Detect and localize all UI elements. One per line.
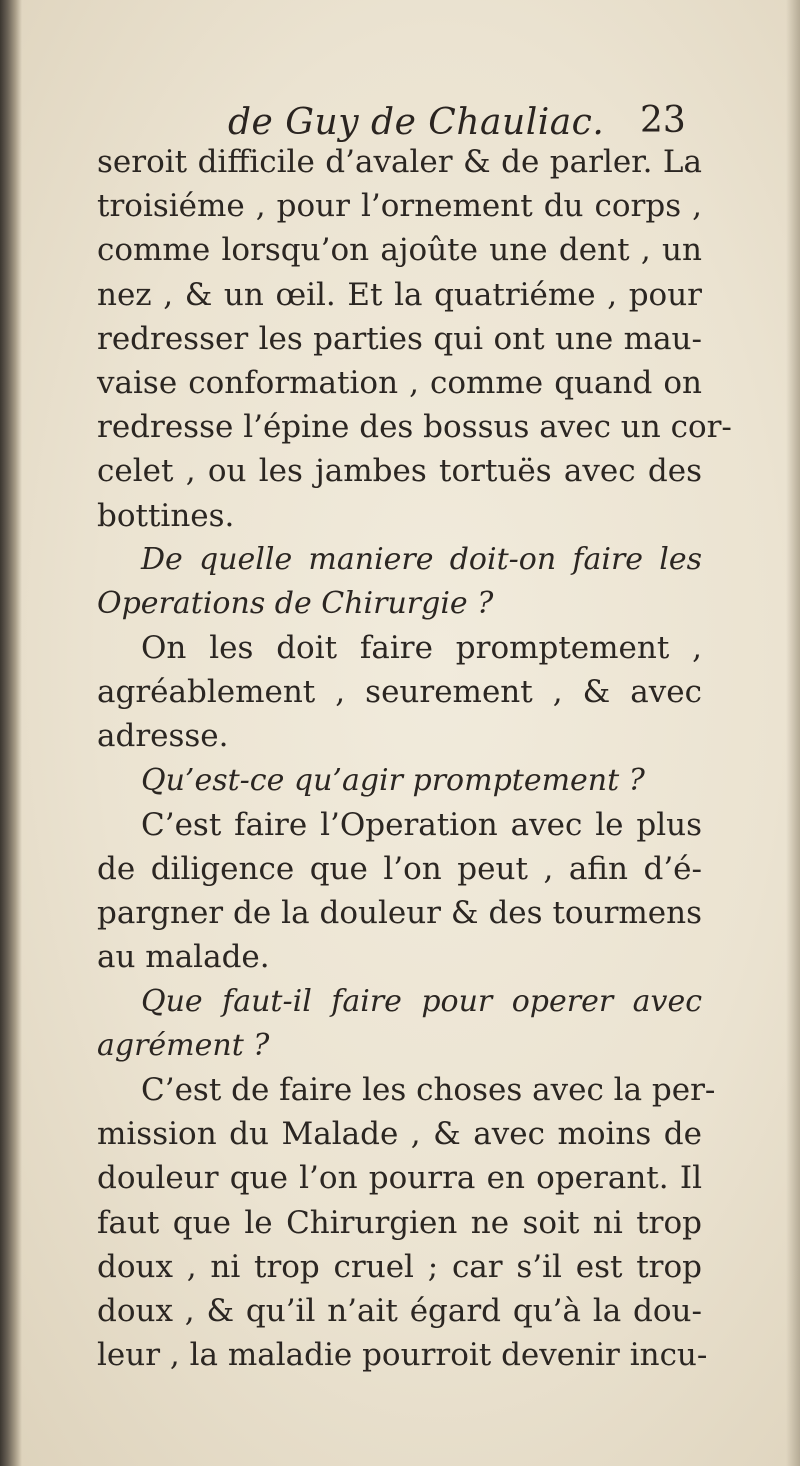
text-line: douleur que l’on pourra en operant. Il xyxy=(97,1160,702,1197)
text-line: de diligence que l’on peut , afin d’é- xyxy=(97,851,702,887)
text-line: faut que le Chirurgien ne soit ni trop xyxy=(97,1204,702,1241)
text-line: leur , la maladie pourroit devenir incu- xyxy=(97,1337,708,1374)
body-text xyxy=(97,140,732,1377)
running-title: de Guy de Chauliac. xyxy=(228,102,605,143)
text-line: vaise conformation , comme quand on xyxy=(97,364,702,401)
text-line: celet , ou les jambes tortuës avec des xyxy=(97,453,702,490)
question-heading: agrément ? xyxy=(97,1027,270,1063)
question-heading: Que faut-il faire pour operer avec xyxy=(141,983,702,1019)
text-line: pargner de la douleur & des tourmens xyxy=(97,895,702,932)
text-line: redresser les parties qui ont une mau- xyxy=(97,320,702,357)
text-line: C’est faire l’Operation avec le plus xyxy=(141,806,702,843)
text-line: troisiéme , pour l’ornement du corps , xyxy=(97,188,702,225)
question-heading: De quelle maniere doit-on faire les xyxy=(141,541,702,577)
text-line: agréablement , seurement , & avec xyxy=(97,674,702,711)
text-line: mission du Malade , & avec moins de xyxy=(97,1116,702,1153)
text-line: bottines. xyxy=(97,497,235,534)
text-line: comme lorsqu’on ajoûte une dent , un xyxy=(97,232,702,269)
question-heading: Qu’est-ce qu’agir promptement ? xyxy=(141,762,645,798)
text-line: doux , ni trop cruel ; car s’il est trop xyxy=(97,1248,702,1285)
page-number: 23 xyxy=(640,100,686,141)
text-line: seroit difficile d’avaler & de parler. La xyxy=(97,144,702,180)
page-edge-shadow xyxy=(786,0,800,1466)
text-line: redresse l’épine des bossus avec un cor- xyxy=(97,409,732,446)
text-line: C’est de faire les choses avec la per- xyxy=(141,1071,716,1108)
text-line: doux , & qu’il n’ait égard qu’à la dou- xyxy=(97,1292,702,1329)
text-line: On les doit faire promptement , xyxy=(141,630,702,667)
binding-gutter xyxy=(0,0,22,1466)
text-line: adresse. xyxy=(97,718,229,755)
question-heading: Operations de Chirurgie ? xyxy=(97,585,494,621)
text-line: nez , & un œil. Et la quatriéme , pour xyxy=(97,276,702,313)
text-line: au malade. xyxy=(97,939,270,976)
